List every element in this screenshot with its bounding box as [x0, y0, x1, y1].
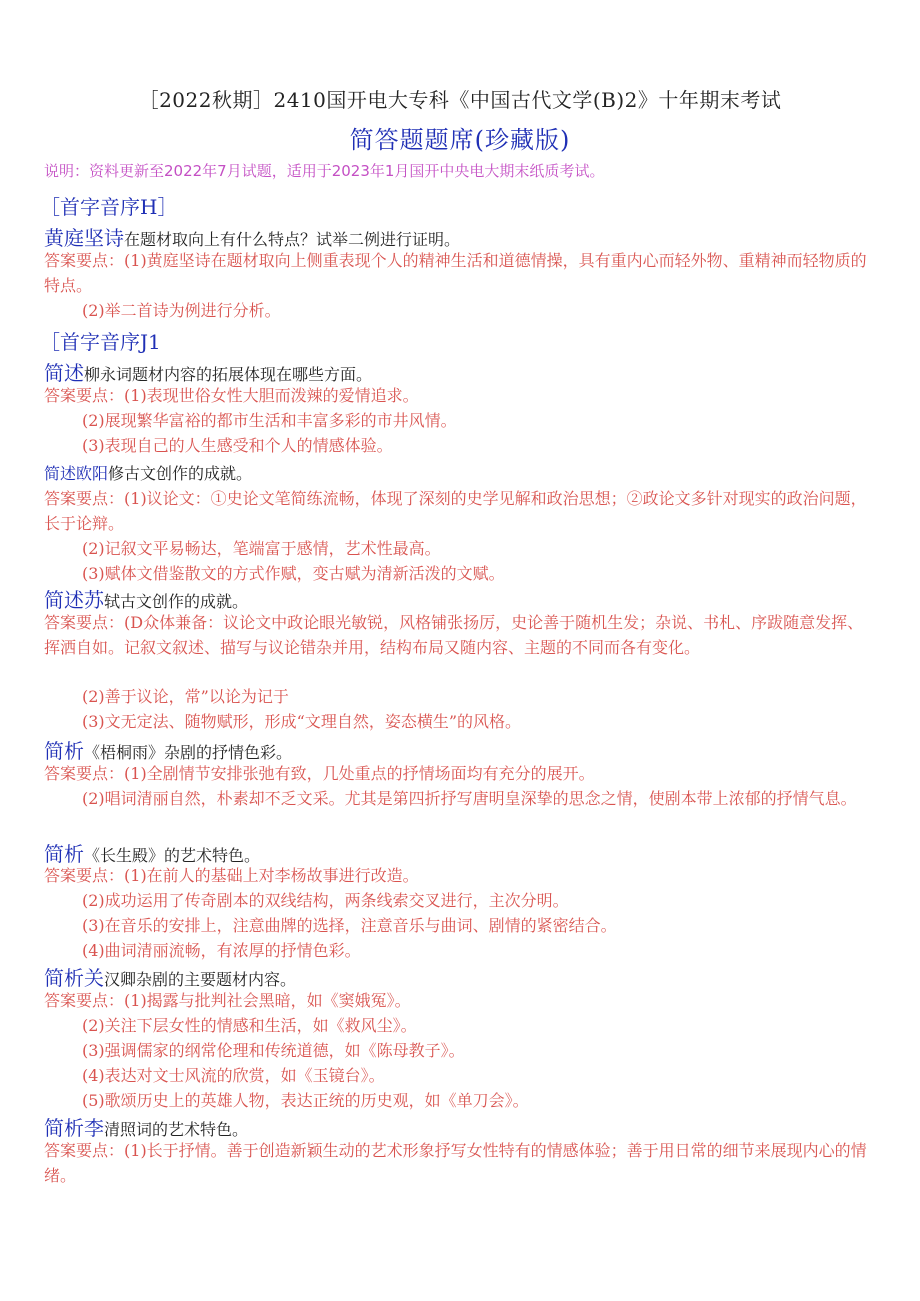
answer-point: (1)黄庭坚诗在题材取向上侧重表现个人的精神生活和道德情操，具有重内心而轻外物、重精神而轻物质的特点。: [44, 251, 867, 295]
section-heading-j: ［首字音序J1: [40, 330, 161, 354]
answer-label: 答案要点：: [44, 991, 125, 1010]
question-text: 在题材取向上有什么特点？试举二例进行证明。: [124, 230, 461, 249]
answer-point: (2)关注下层女性的情感和生活，如《救风尘》。: [82, 1016, 417, 1035]
document-subtitle: 简答题题席(珍藏版): [349, 126, 571, 154]
answer-point: (3)赋体文借鉴散文的方式作赋，变古赋为清新活泼的文赋。: [82, 564, 505, 583]
question-keyword: 简析关: [44, 966, 104, 990]
document-title: ［2022秋期］2410国开电大专科《中国古代文学(B)2》十年期末考试: [138, 88, 782, 112]
question-item: [44, 584, 248, 613]
question-keyword: 黄庭坚诗: [44, 226, 124, 250]
answer-item: [44, 248, 878, 298]
question-item: [44, 461, 252, 484]
question-keyword: 简述: [44, 361, 84, 385]
answer-item: [44, 486, 878, 536]
answer-label: 答案要点：: [44, 866, 125, 885]
answer-point: (2)记叙文平易畅达，笔端富于感情，艺术性最高。: [82, 539, 441, 558]
answer-item: [44, 863, 878, 888]
answer-label: 答案要点：: [44, 489, 125, 508]
answer-item: [44, 988, 878, 1013]
answer-point: (1)在前人的基础上对李杨故事进行改造。: [124, 866, 419, 885]
question-keyword: 简析: [44, 842, 84, 866]
question-text: 《长生殿》的艺术特色。: [84, 846, 261, 865]
question-text: 轼古文创作的成就。: [104, 592, 249, 611]
question-text: 柳永词题材内容的拓展体现在哪些方面。: [84, 365, 373, 384]
question-item: [44, 735, 292, 764]
document-note: 说明：资料更新至2022年7月试题，适用于2023年1月国开中央电大期末纸质考试。: [44, 162, 605, 180]
answer-point: (2)举二首诗为例进行分析。: [82, 301, 281, 320]
answer-label: 答案要点：: [44, 613, 125, 632]
question-item: [44, 1112, 248, 1141]
question-text: 汉卿杂剧的主要题材内容。: [104, 970, 297, 989]
question-item: [44, 357, 372, 386]
question-keyword: 简述欧阳: [44, 464, 109, 483]
answer-item: [44, 610, 878, 660]
answer-label: 答案要点：: [44, 1141, 125, 1160]
question-text: 修古文创作的成就。: [108, 464, 253, 483]
answer-point: (1)长于抒情。善于创造新颖生动的艺术形象抒写女性特有的情感体验；善于用日常的细节来展现内心的情绪。: [44, 1141, 867, 1185]
answer-label: 答案要点：: [44, 251, 125, 270]
answer-point: (1)全剧情节安排张弛有致，几处重点的抒情场面均有充分的展开。: [124, 764, 595, 783]
answer-point: (5)歌颂历史上的英雄人物，表达正统的历史观，如《单刀会》。: [82, 1091, 529, 1110]
answer-point: (3)表现自己的人生感受和个人的情感体验。: [82, 436, 393, 455]
answer-point: (2)展现繁华富裕的都市生活和丰富多彩的市井风情。: [82, 411, 457, 430]
question-keyword: 简析: [44, 739, 84, 763]
question-keyword: 简析李: [44, 1116, 104, 1140]
answer-point: (3)在音乐的安排上，注意曲牌的选择，注意音乐与曲词、剧情的紧密结合。: [82, 916, 617, 935]
answer-point: (2)善于议论，常”以论为记于: [82, 687, 289, 706]
answer-point: (1)议论文：①史论文笔简练流畅，体现了深刻的史学见解和政治思想；②政论文多针对现实的政治问题，长于论辩。: [44, 489, 867, 533]
answer-item: [44, 1138, 878, 1188]
answer-label: 答案要点：: [44, 764, 125, 783]
answer-label: 答案要点：: [44, 386, 125, 405]
answer-point: (3)文无定法、随物赋形，形成“文理自然，姿态横生”的风格。: [82, 712, 522, 731]
answer-point: (3)强调儒家的纲常伦理和传统道德，如《陈母教子》。: [82, 1041, 465, 1060]
question-text: 清照词的艺术特色。: [104, 1120, 249, 1139]
question-item: [44, 222, 460, 251]
answer-point: (4)曲词清丽流畅，有浓厚的抒情色彩。: [82, 941, 361, 960]
question-text: 《梧桐雨》杂剧的抒情色彩。: [84, 743, 293, 762]
answer-point: (1)揭露与批判社会黑暗，如《窦娥冤》。: [124, 991, 411, 1010]
answer-point: (2)唱词清丽自然，朴素却不乏文采。尤其是第四折抒写唐明皇深挚的思念之情，使剧本带上浓郁的抒情气息。: [82, 789, 857, 808]
answer-item: [44, 761, 878, 786]
answer-item: [44, 383, 878, 408]
question-item: [44, 962, 296, 991]
answer-point: (D众体兼备：议论文中政论眼光敏锐，风格铺张扬厉，史论善于随机生发；杂说、书札、序跋随意发挥、挥洒自如。记叙文叙述、描写与议论错杂并用，结构布局又随内容、主题的不同而各有变化。: [44, 613, 864, 657]
answer-point: (4)表达对文士风流的欣赏，如《玉镜台》。: [82, 1066, 385, 1085]
answer-point: (2)成功运用了传奇剧本的双线结构，两条线索交叉进行，主次分明。: [82, 891, 569, 910]
question-keyword: 简述苏: [44, 588, 104, 612]
answer-point: (1)表现世俗女性大胆而泼辣的爱情追求。: [124, 386, 419, 405]
section-heading-h: ［首字音序H］: [40, 195, 178, 219]
